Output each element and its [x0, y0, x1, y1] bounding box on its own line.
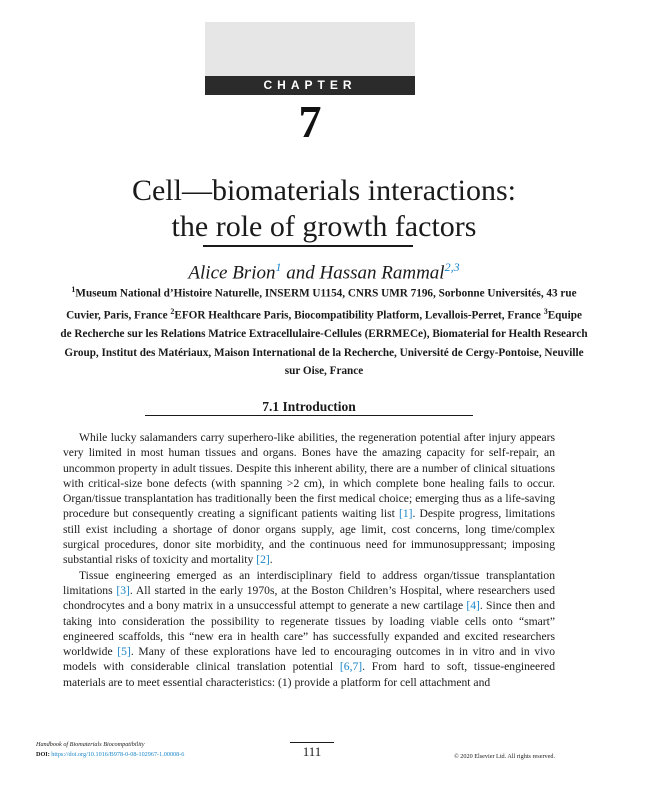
footer-book-info [36, 740, 286, 760]
paragraph-text: Tissue engineering emerged as an interdisciplinary field to address organ/tissue transplantation limitations [63, 568, 555, 597]
paragraph-text: . From hard to soft, tissue-engineered materials are to meet essential characteristics: (1) provide a platform for cell attachment and [63, 660, 555, 689]
author-affiliation-marker[interactable]: 1 [275, 260, 282, 274]
citation-link[interactable]: [3] [116, 583, 130, 597]
chapter-title-line-2: the role of growth factors [171, 210, 477, 243]
citation-link[interactable]: [4] [466, 599, 480, 613]
paragraph-text: . All started in the early 1970s, at the Boston Children’s Hospital, where researchers used chondrocytes and a bony matrix in a unsuccessful attempt to generate a new cartilage [63, 583, 555, 613]
chapter-title-line-1: Cell—biomaterials interactions: [131, 174, 517, 207]
title-divider [203, 245, 413, 247]
affiliation-marker: 1 [71, 285, 76, 294]
citation-link[interactable]: [6,7] [339, 660, 363, 674]
doi-link[interactable]: https://doi.org/10.1016/B978-0-08-102967-1.00008-6 [51, 751, 185, 758]
author-affiliation-marker[interactable]: 2,3 [444, 260, 460, 274]
paragraph [63, 568, 555, 690]
doi-label: DOI: [36, 751, 50, 758]
affiliation-text: Equipe de Recherche sur les Relations Matrice Extracellulaire-Cellules (ERRMECe), Biomaterial for Health Research Group, Institut des Matériaux, Maison International de la Recherche, Université de Cergy-Pontoise, Neuville sur Oise, France [60, 309, 588, 378]
citation-link[interactable]: [1] [398, 507, 413, 521]
citation-link[interactable]: [5] [117, 645, 131, 659]
affiliation-marker: 2 [170, 307, 175, 317]
citation-link[interactable]: [2] [256, 553, 270, 567]
section-divider [145, 415, 473, 416]
paragraph-text: . Many of these explorations have led to encouraging outcomes in in vitro and in vivo models with considerable clinical translation potential [63, 645, 555, 674]
body-text [63, 430, 555, 690]
author-name: Alice Brion [188, 262, 276, 284]
paragraph [63, 430, 555, 568]
affiliation-marker: 3 [543, 307, 548, 317]
affiliation-text: EFOR Healthcare Paris, Biocompatibility Platform, Levallois-Perret, France [174, 309, 541, 322]
section-heading: 7.1 Introduction [262, 399, 356, 414]
paragraph-text: . Despite progress, limitations still exist including a shortage of donor organs supply, age limit, cost concerns, long time/complex surgical procedures, donor site morbidity, and the continuous need for immunosuppressant; imposing substantial risks of toxicity and mortality [63, 507, 555, 567]
paragraph-text: . [269, 553, 273, 567]
paragraph-text: . Since then and taking into consideration the possibility to regenerate tissues by loading viable cells onto “smart” engineered scaffolds, this “new era in health care” has successfully expanded and excited researchers worldwide [63, 599, 555, 659]
chapter-number: 7 [298, 96, 322, 147]
affiliation-text: Museum National d’Histoire Naturelle, INSERM U1154, CNRS UMR 7196, Sorbonne Universités, 43 rue Cuvier, Paris, France [66, 287, 577, 322]
chapter-label: CHAPTER [205, 76, 415, 95]
author-connector: and [286, 262, 315, 284]
copyright: © 2020 Elsevier Ltd. All rights reserved. [454, 753, 555, 760]
author-name: Hassan Rammal [319, 262, 445, 284]
page-number: 111 [302, 744, 322, 759]
page-number-rule [290, 742, 334, 743]
affiliations [60, 281, 588, 381]
paragraph-text: While lucky salamanders carry superhero-like abilities, the regeneration potential after injury appears very limited in most human tissues and organs. Bones have the amazing capacity for self-repair, an uncommon property in adult tissues. Despite this inherent ability, there are a number of clinical situations with critical-size bone defects (with spanning >2 cm), in which complete bone healing fails to occur. Organ/tissue transplantation has traditionally been the first medical choice; emerging thus as a life-saving procedure but consequently creating a significant patients waiting list [63, 431, 555, 521]
book-title: Handbook of Biomaterials Biocompatibility [36, 741, 145, 748]
